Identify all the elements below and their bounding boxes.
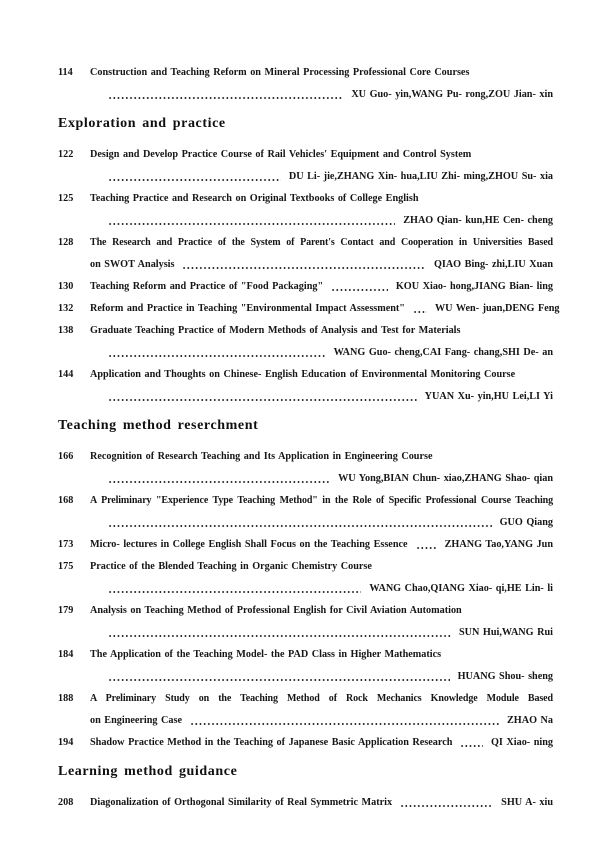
dot-leader	[108, 578, 361, 600]
entry-page-number: 130	[58, 281, 74, 292]
toc-entry	[58, 298, 560, 320]
entry-continuation-line	[58, 166, 553, 188]
entry-page-number: 188	[58, 693, 74, 704]
entry-page-number: 132	[58, 303, 74, 314]
entry-title-line	[58, 232, 553, 254]
dot-leader	[108, 622, 451, 644]
toc-entry	[58, 232, 553, 276]
dot-leader	[108, 342, 326, 364]
toc-entry	[58, 446, 553, 490]
toc-entry	[58, 276, 553, 298]
entry-page-number: 175	[58, 561, 74, 572]
entry-title: The Application of the Teaching Model- the PAD Class in Higher Mathematics	[90, 649, 442, 660]
entry-page-number: 208	[58, 797, 74, 808]
toc-entry	[58, 490, 553, 534]
dot-leader	[108, 166, 281, 188]
entry-title: Reform and Practice in Teaching "Environmental Impact Assessment"	[90, 303, 405, 314]
entry-continuation-line	[58, 210, 553, 232]
entry-title-line	[58, 298, 560, 320]
entry-authors: QIAO Bing- zhi,LIU Xuan	[433, 259, 553, 270]
entry-authors: HUANG Shou- sheng	[457, 671, 553, 682]
entry-title: Design and Develop Practice Course of Rail Vehicles' Equipment and Control System	[90, 149, 472, 160]
table-of-contents	[58, 62, 560, 814]
entry-title-line	[58, 276, 553, 298]
entry-title: Construction and Teaching Reform on Mineral Processing Professional Core Courses	[90, 67, 470, 78]
entry-continuation-line	[58, 386, 553, 408]
toc-entry	[58, 644, 553, 688]
entry-title-line	[58, 446, 553, 468]
entry-title: Application and Thoughts on Chinese- English Education of Environmental Monitoring Course	[90, 369, 516, 380]
entry-title: Micro- lectures in College English Shall Focus on the Teaching Essence	[90, 539, 408, 550]
entry-title: Teaching Reform and Practice of "Food Packaging"	[90, 281, 324, 292]
entry-continuation-line	[58, 622, 553, 644]
entry-title-line	[58, 62, 553, 84]
dot-leader	[108, 468, 330, 490]
entry-title: Teaching Practice and Research on Original Textbooks of College English	[90, 193, 419, 204]
toc-entry	[58, 732, 553, 754]
entry-title-line	[58, 688, 553, 710]
dot-leader	[400, 792, 493, 814]
entry-title-line	[58, 320, 553, 342]
toc-entry	[58, 144, 553, 188]
entry-continuation-line	[58, 342, 553, 364]
entry-title-line	[58, 792, 553, 814]
entry-title-line	[58, 144, 553, 166]
entry-authors: SUN Hui,WANG Rui	[459, 627, 553, 638]
entry-page-number: 144	[58, 369, 74, 380]
entry-title: Graduate Teaching Practice of Modern Methods of Analysis and Test for Materials	[90, 325, 461, 336]
entry-page-number: 122	[58, 149, 74, 160]
dot-leader	[108, 210, 395, 232]
entry-title-line	[58, 556, 553, 578]
entry-authors: WANG Guo- cheng,CAI Fang- chang,SHI De- an	[333, 347, 553, 358]
entry-title-line	[58, 188, 553, 210]
entry-continuation-line	[58, 578, 553, 600]
entry-page-number: 194	[58, 737, 74, 748]
entry-title: Diagonalization of Orthogonal Similarity of Real Symmetric Matrix	[90, 797, 393, 808]
dot-leader	[108, 512, 492, 534]
entry-title: Analysis on Teaching Method of Professional English for Civil Aviation Automation	[90, 605, 462, 616]
entry-page-number: 128	[58, 237, 74, 248]
section-heading: Teaching method reserchment	[58, 418, 259, 433]
entry-authors: QI Xiao- ning	[490, 737, 553, 748]
dot-leader	[182, 254, 425, 276]
entry-page-number: 184	[58, 649, 74, 660]
entry-page-number: 173	[58, 539, 74, 550]
entry-continuation-line	[58, 512, 553, 534]
entry-authors: KOU Xiao- hong,JIANG Bian- ling	[395, 281, 553, 292]
entry-authors: XU Guo- yin,WANG Pu- rong,ZOU Jian- xin	[351, 89, 553, 100]
entry-authors: WANG Chao,QIANG Xiao- qi,HE Lin- li	[369, 583, 553, 594]
entry-title-continuation: on SWOT Analysis	[90, 259, 175, 270]
entry-title-continuation: on Engineering Case	[90, 715, 182, 726]
entry-authors: DU Li- jie,ZHANG Xin- hua,LIU Zhi- ming,ZHOU Su- xia	[288, 171, 553, 182]
section-heading: Exploration and practice	[58, 116, 226, 131]
entry-title-line	[58, 600, 553, 622]
entry-title-line	[58, 644, 553, 666]
dot-leader	[108, 386, 417, 408]
entry-continuation-line	[58, 710, 553, 732]
toc-entry	[58, 600, 553, 644]
entry-title-line	[58, 732, 553, 754]
entry-continuation-line	[58, 666, 553, 688]
entry-title-line	[58, 490, 553, 512]
dot-leader	[108, 84, 343, 106]
entry-authors: WU Yong,BIAN Chun- xiao,ZHANG Shao- qian	[338, 473, 553, 484]
toc-entry	[58, 534, 553, 556]
toc-entry	[58, 62, 553, 106]
toc-entry	[58, 688, 553, 732]
dot-leader	[331, 276, 388, 298]
entry-page-number: 114	[58, 67, 73, 78]
dot-leader	[416, 534, 437, 556]
toc-entry	[58, 188, 553, 232]
entry-continuation-line	[58, 254, 553, 276]
toc-entry	[58, 320, 553, 364]
dot-leader	[413, 298, 427, 320]
entry-authors: ZHANG Tao,YANG Jun	[444, 539, 553, 550]
entry-title: The Research and Practice of the System of Parent's Contact and Cooperation in Universities Based	[90, 237, 553, 248]
entry-title: Shadow Practice Method in the Teaching of Japanese Basic Application Research	[90, 737, 453, 748]
entry-authors: GUO Qiang	[499, 517, 553, 528]
entry-page-number: 168	[58, 495, 74, 506]
dot-leader	[190, 710, 499, 732]
dot-leader	[108, 666, 450, 688]
entry-page-number: 179	[58, 605, 74, 616]
entry-authors: YUAN Xu- yin,HU Lei,LI Yi	[424, 391, 553, 402]
entry-continuation-line	[58, 84, 553, 106]
entry-authors: WU Wen- juan,DENG Feng	[434, 303, 560, 314]
toc-entry	[58, 364, 553, 408]
entry-continuation-line	[58, 468, 553, 490]
entry-page-number: 138	[58, 325, 74, 336]
toc-entry	[58, 556, 553, 600]
toc-entry	[58, 792, 553, 814]
entry-authors: ZHAO Na	[507, 715, 553, 726]
entry-title: Practice of the Blended Teaching in Organic Chemistry Course	[90, 561, 372, 572]
entry-title: Recognition of Research Teaching and Its Application in Engineering Course	[90, 451, 433, 462]
entry-title-line	[58, 534, 553, 556]
entry-page-number: 166	[58, 451, 74, 462]
section-heading: Learning method guidance	[58, 764, 238, 779]
entry-title-line	[58, 364, 553, 386]
entry-title: A Preliminary Study on the Teaching Method of Rock Mechanics Knowledge Module Based	[90, 693, 553, 704]
dot-leader	[460, 732, 483, 754]
entry-page-number: 125	[58, 193, 74, 204]
entry-title: A Preliminary "Experience Type Teaching Method" in the Role of Specific Professional Course Teaching	[90, 495, 553, 506]
entry-authors: SHU A- xiu	[501, 797, 553, 808]
entry-authors: ZHAO Qian- kun,HE Cen- cheng	[403, 215, 553, 226]
